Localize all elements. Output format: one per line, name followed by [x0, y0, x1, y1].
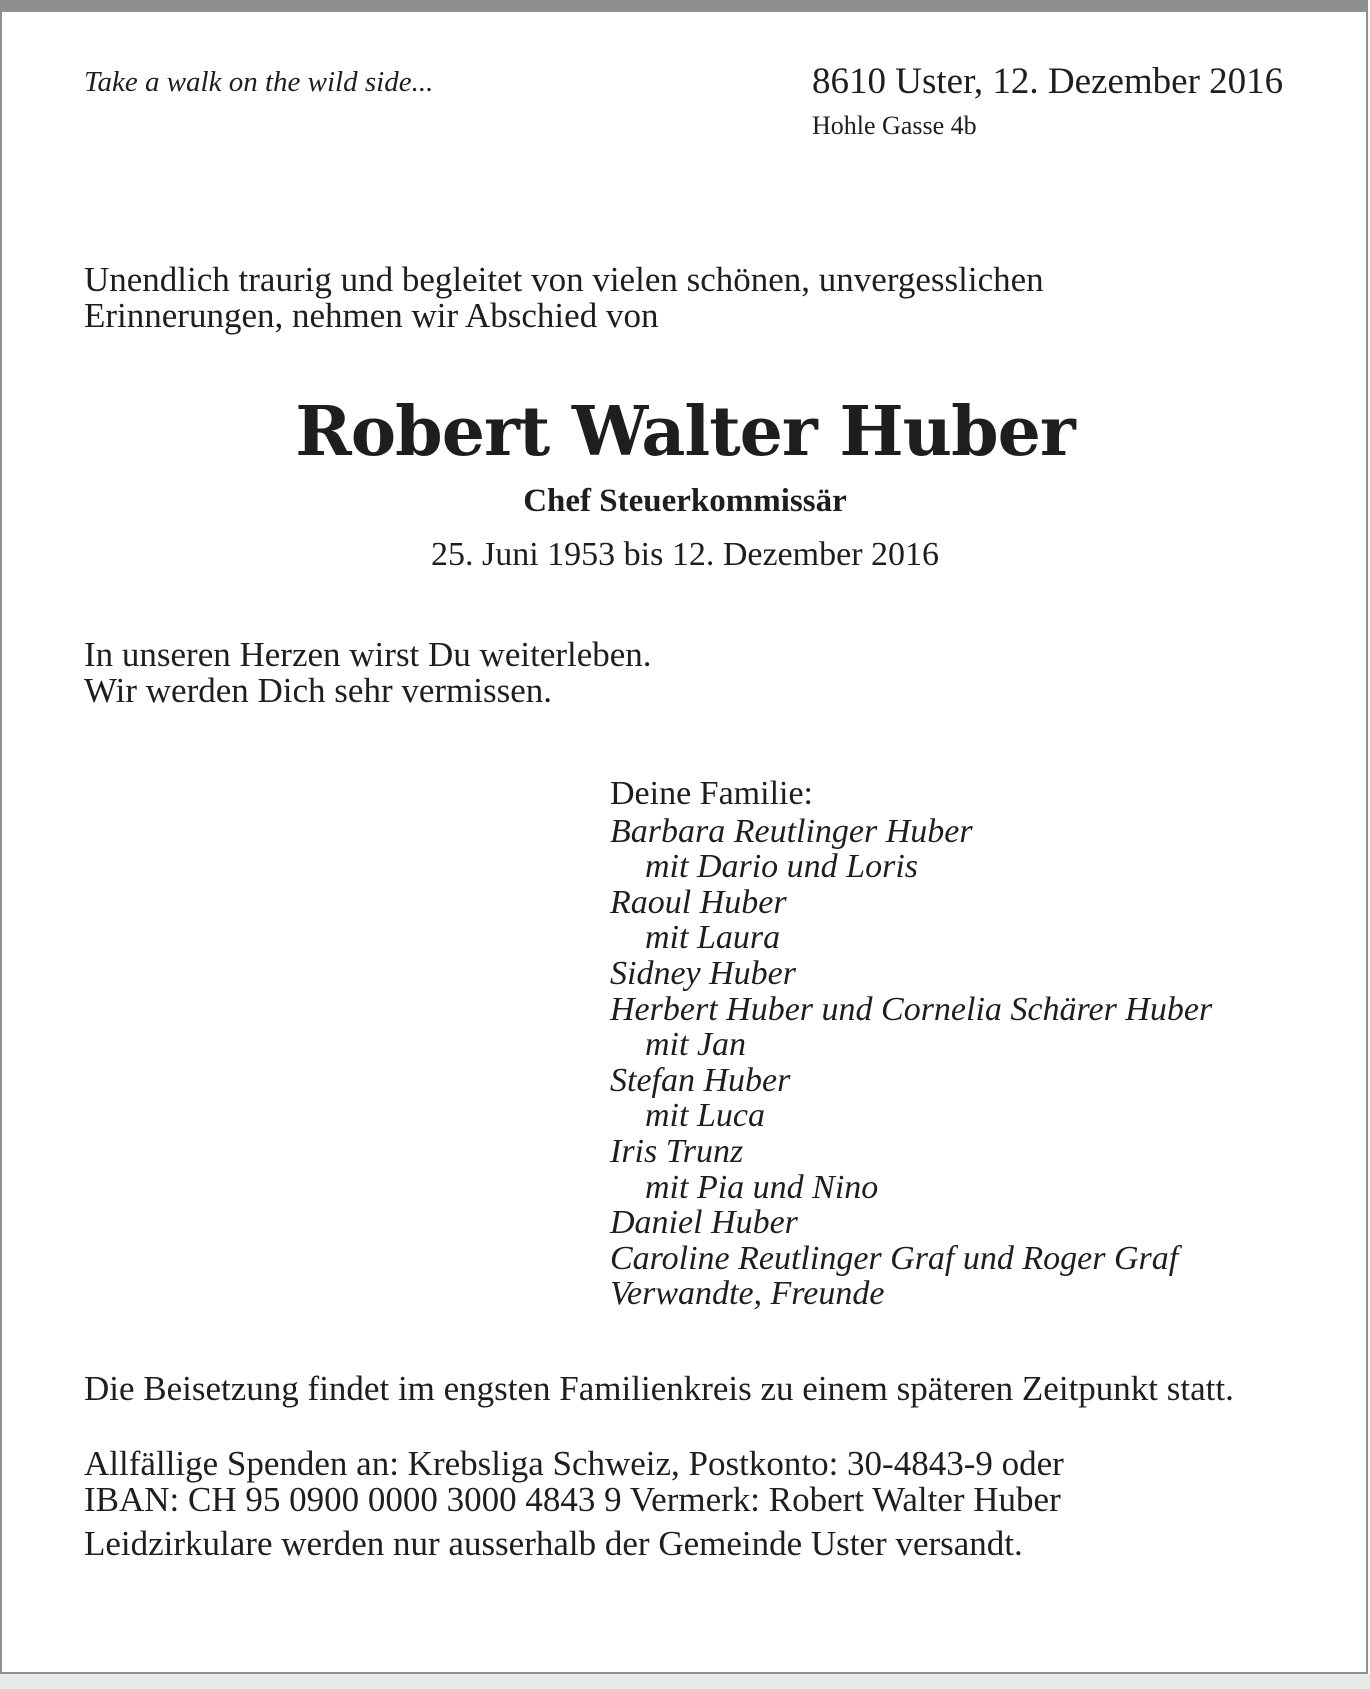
- deceased-title: Chef Steuerkommissär: [523, 483, 847, 519]
- motto: Take a walk on the wild side...: [84, 66, 434, 98]
- family-member: Caroline Reutlinger Graf und Roger Graf: [610, 1239, 1179, 1277]
- family-member: Sidney Huber: [610, 954, 797, 992]
- closing-line-2: Wir werden Dich sehr vermissen.: [84, 671, 553, 710]
- intro-line-1: Unendlich traurig und begleitet von vielen schönen, unvergesslichen: [84, 260, 1044, 299]
- donations-line-2: IBAN: CH 95 0900 0000 3000 4843 9 Vermerk: Robert Walter Huber: [84, 1480, 1061, 1519]
- family-member-companions: mit Dario und Loris: [645, 848, 918, 886]
- family-member: Stefan Huber: [610, 1061, 791, 1099]
- family-member: Raoul Huber: [610, 883, 787, 921]
- intro-text: [84, 262, 1288, 334]
- family-heading: Deine Familie:: [610, 775, 814, 812]
- family-member-companions: mit Pia und Nino: [645, 1168, 879, 1206]
- circulars-notice: Leidzirkulare werden nur ausserhalb der Gemeinde Uster versandt.: [84, 1524, 1023, 1563]
- family-member-companions: mit Jan: [645, 1026, 747, 1064]
- deceased-name: Robert Walter Huber: [295, 392, 1075, 472]
- family-member-companions: mit Luca: [645, 1097, 765, 1135]
- closing-line-1: In unseren Herzen wirst Du weiterleben.: [84, 635, 652, 674]
- family-members: [610, 814, 1290, 1312]
- family-member: Iris Trunz: [610, 1132, 744, 1170]
- donations-notice: [84, 1446, 1288, 1518]
- family-list: [610, 776, 1290, 1312]
- family-member: Barbara Reutlinger Huber: [610, 812, 973, 850]
- burial-notice: Die Beisetzung findet im engsten Familienkreis zu einem späteren Zeitpunkt statt.: [84, 1369, 1234, 1408]
- closing-text: [84, 637, 652, 709]
- family-member: Herbert Huber und Cornelia Schärer Huber: [610, 990, 1213, 1028]
- donations-line-1: Allfällige Spenden an: Krebsliga Schweiz, Postkonto: 30-4843-9 oder: [84, 1444, 1064, 1483]
- lifespan: 25. Juni 1953 bis 12. Dezember 2016: [430, 536, 940, 573]
- address: Hohle Gasse 4b: [812, 111, 977, 140]
- viewer-background: [0, 1674, 1370, 1689]
- place-date: 8610 Uster, 12. Dezember 2016: [812, 61, 1284, 102]
- family-member: Daniel Huber: [610, 1204, 798, 1242]
- intro-line-2: Erinnerungen, nehmen wir Abschied von: [84, 296, 659, 335]
- family-member: Verwandte, Freunde: [610, 1275, 885, 1313]
- family-member-companions: mit Laura: [645, 919, 781, 957]
